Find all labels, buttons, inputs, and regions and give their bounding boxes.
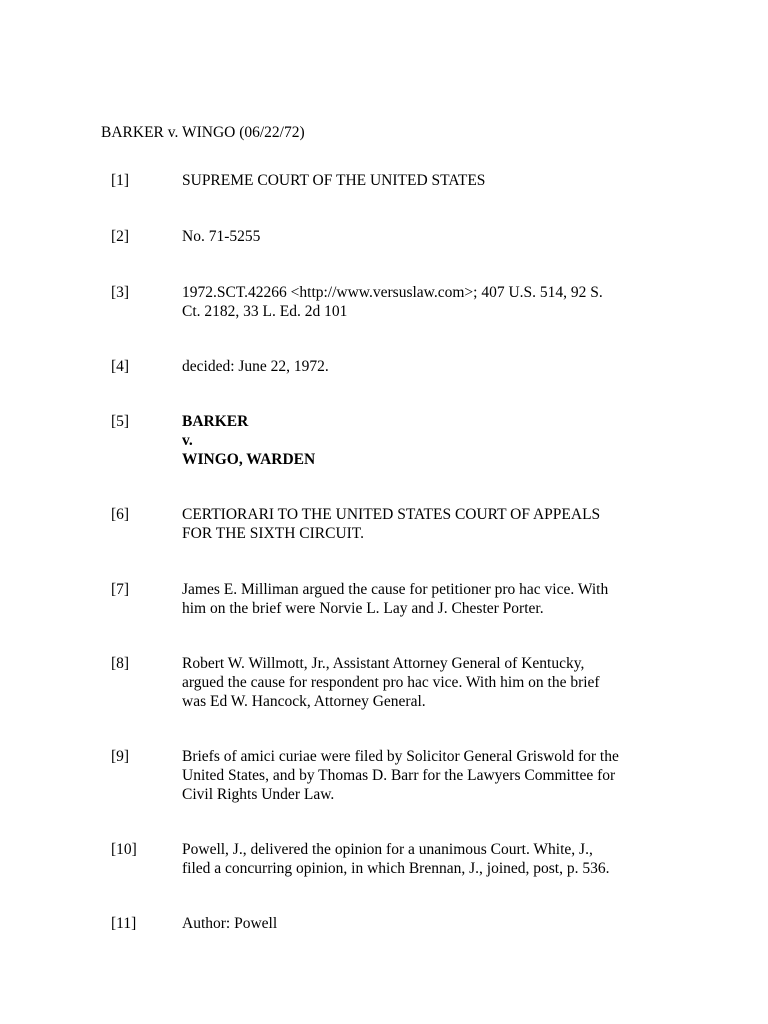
paragraph-line: No. 71-5255 [182, 228, 261, 245]
paragraph-line: SUPREME COURT OF THE UNITED STATES [182, 172, 486, 189]
paragraph-number: [4] [111, 358, 130, 375]
paragraph-text [182, 654, 687, 711]
paragraph-text [182, 283, 687, 321]
paragraph-number: [10] [111, 841, 137, 858]
paragraph-text [182, 171, 687, 190]
paragraph-line: CERTIORARI TO THE UNITED STATES COURT OF APPEALS [182, 506, 601, 523]
paragraph-number: [1] [111, 172, 130, 189]
respondent-name: WINGO, WARDEN [182, 451, 316, 468]
paragraph-line: Powell, J., delivered the opinion for a unanimous Court. White, J., [182, 841, 593, 858]
paragraph-number: [7] [111, 581, 130, 598]
paragraph-line: decided: June 22, 1972. [182, 358, 329, 375]
document-title: BARKER v. WINGO (06/22/72) [101, 124, 305, 141]
paragraph-number: [9] [111, 748, 130, 765]
paragraph-line: argued the cause for respondent pro hac vice. With him on the brief [182, 674, 600, 691]
paragraph-line: FOR THE SIXTH CIRCUIT. [182, 525, 364, 542]
paragraph-line: 1972.SCT.42266 <http://www.versuslaw.com>; 407 U.S. 514, 92 S. [182, 284, 603, 301]
case-parties [182, 412, 687, 469]
paragraph-text [182, 227, 687, 246]
paragraph-number: [2] [111, 228, 130, 245]
paragraph-line: him on the brief were Norvie L. Lay and J. Chester Porter. [182, 600, 544, 617]
paragraph-number: [8] [111, 655, 130, 672]
paragraph-text [182, 505, 687, 543]
paragraph-line: United States, and by Thomas D. Barr for the Lawyers Committee for [182, 767, 616, 784]
paragraph-line: was Ed W. Hancock, Attorney General. [182, 693, 426, 710]
paragraph-line: Civil Rights Under Law. [182, 786, 335, 803]
paragraph-number: [11] [111, 915, 137, 932]
petitioner-name: BARKER [182, 413, 249, 430]
paragraph-number: [3] [111, 284, 130, 301]
paragraph-line: James E. Milliman argued the cause for petitioner pro hac vice. With [182, 581, 609, 598]
paragraph-text [182, 580, 687, 618]
paragraph-line: Briefs of amici curiae were filed by Solicitor General Griswold for the [182, 748, 619, 765]
paragraph-text [182, 914, 687, 933]
paragraph-number: [5] [111, 413, 130, 430]
paragraph-line: Ct. 2182, 33 L. Ed. 2d 101 [182, 303, 348, 320]
paragraph-text [182, 840, 687, 878]
paragraph-number: [6] [111, 506, 130, 523]
paragraph-line: filed a concurring opinion, in which Brennan, J., joined, post, p. 536. [182, 860, 610, 877]
paragraph-text [182, 357, 687, 376]
paragraph-text [182, 747, 687, 804]
versus-label: v. [182, 432, 193, 449]
paragraph-line: Robert W. Willmott, Jr., Assistant Attorney General of Kentucky, [182, 655, 585, 672]
paragraph-line: Author: Powell [182, 915, 278, 932]
